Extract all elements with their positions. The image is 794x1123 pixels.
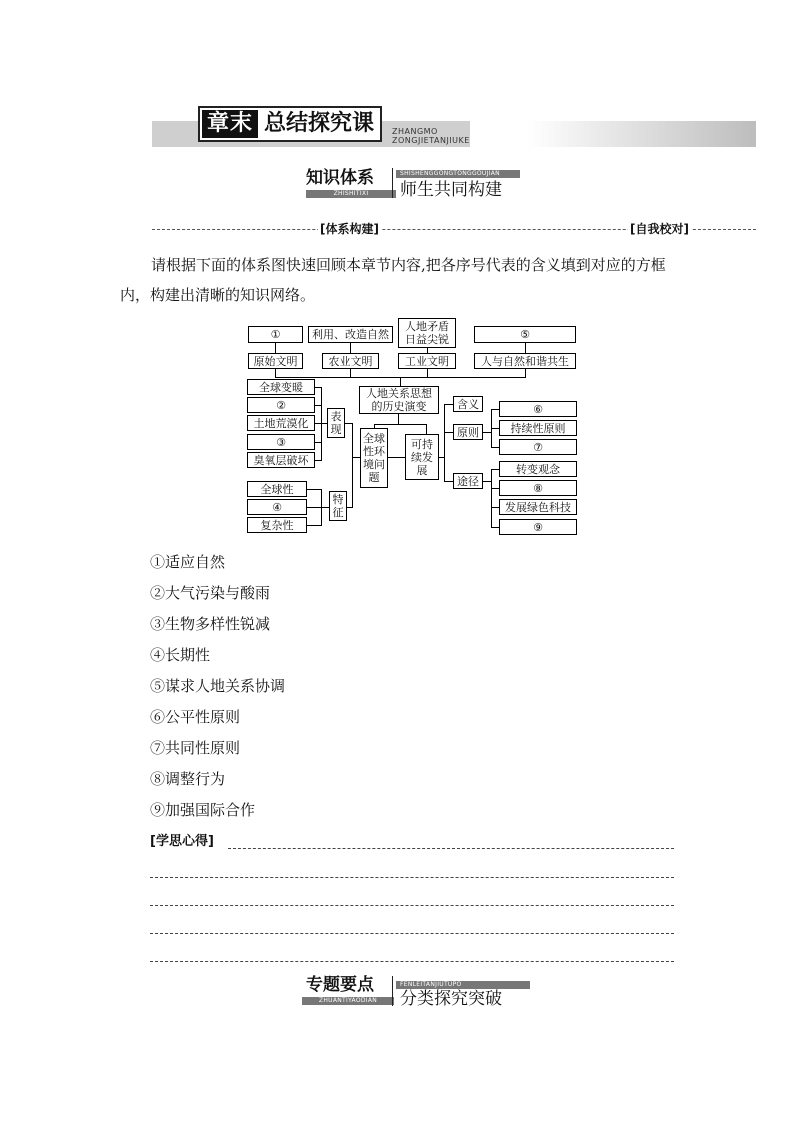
connector [350, 343, 351, 353]
connector [444, 404, 453, 405]
section2-pinyin-bottom: ZHUANTIYAODIAN [302, 997, 394, 1005]
global-env-issue-box: 全球性环境问题 [360, 428, 388, 488]
connector [491, 488, 499, 489]
feature-global: 全球性 [247, 481, 307, 497]
notes-line[interactable] [150, 933, 674, 934]
feature-complex: 复杂性 [247, 517, 307, 533]
label-tujing: 途径 [453, 473, 483, 489]
sustainable-box: 可持续发展 [405, 434, 439, 480]
notes-label: [学思心得] [150, 834, 214, 849]
top-box-5: ⑤ [474, 326, 576, 343]
top-box-3: 人地矛盾日益尖锐 [398, 318, 456, 348]
principle-7: ⑦ [499, 439, 577, 455]
connector [388, 457, 405, 458]
era-agricultural: 农业文明 [322, 353, 379, 369]
connector [307, 525, 321, 526]
principle-sustain: 持续性原则 [499, 420, 577, 436]
issue-3: ③ [247, 434, 315, 450]
connector [483, 432, 491, 433]
answer-5: ⑤谋求人地关系协调 [150, 677, 286, 695]
connector [398, 414, 399, 424]
connector [444, 432, 453, 433]
section1-subtitle: 师生共同构建 [400, 180, 502, 200]
answer-3: ③生物多样性锐减 [150, 615, 271, 633]
banner-pinyin: ZHANGMO ZONGJIETANJIUKE [392, 127, 470, 145]
approach-green-tech: 发展绿色科技 [499, 499, 577, 515]
issue-2: ② [247, 397, 315, 413]
connector [491, 428, 499, 429]
connector [491, 469, 499, 470]
issue-warming: 全球变暖 [247, 379, 315, 395]
label-tezheng: 特征 [329, 491, 347, 521]
connector [275, 343, 276, 353]
section2-pinyin-top: FENLEITANJIUTUPO [396, 981, 530, 989]
connector [307, 507, 321, 508]
approach-8: ⑧ [499, 480, 577, 496]
connector [307, 489, 321, 490]
section1-pinyin-bottom: ZHISHITIXI [306, 190, 396, 198]
issue-ozone: 臭氧层破坏 [247, 452, 315, 468]
connector [427, 369, 428, 377]
connector [345, 423, 352, 424]
notes-line[interactable] [150, 961, 674, 962]
connector [491, 469, 492, 528]
connector [352, 457, 360, 458]
connector [426, 424, 427, 434]
approach-9: ⑨ [499, 519, 577, 535]
connector [444, 481, 453, 482]
section2-subtitle: 分类探究突破 [400, 989, 502, 1009]
section2-divider [392, 976, 393, 1006]
connector [491, 527, 499, 528]
connector [525, 369, 526, 377]
issue-desert: 土地荒漠化 [247, 415, 315, 431]
feature-4: ④ [247, 499, 307, 515]
connector [525, 343, 526, 353]
top-box-1: ① [248, 326, 303, 343]
summary-lesson-title: 总结探究课 [263, 111, 374, 136]
answer-6: ⑥公平性原则 [150, 708, 241, 726]
connector [374, 424, 426, 425]
knowledge-diagram [0, 0, 794, 560]
ribbon-left-tag: [体系构建] [320, 222, 379, 236]
ribbon-right-tag: [自我校对] [630, 222, 689, 236]
chapter-end-label: 章末 [202, 110, 258, 138]
answer-2: ②大气污染与酸雨 [150, 584, 271, 602]
section1-pinyin-right: SHISHENGGONGTONGGOUJIAN [396, 170, 520, 178]
intro-paragraph: 请根据下面的体系图快速回顾本章节内容,把各序号代表的含义填到对应的方框内，构建出清晰的知识网络。 [120, 256, 666, 304]
connector [321, 507, 329, 508]
approach-mindset: 转变观念 [499, 461, 577, 477]
connector [275, 369, 276, 377]
answer-9: ⑨加强国际合作 [150, 801, 256, 819]
connector [350, 369, 351, 377]
principle-6: ⑥ [499, 401, 577, 417]
top-box-2: 利用、改造自然 [308, 326, 393, 343]
label-yuanze: 原则 [453, 424, 483, 440]
connector [352, 423, 353, 508]
connector [491, 447, 499, 448]
answer-8: ⑧调整行为 [150, 770, 226, 788]
connector [400, 377, 401, 386]
notes-line[interactable] [150, 877, 674, 878]
connector [483, 481, 491, 482]
label-biaoxian: 表现 [327, 408, 345, 438]
connector [491, 409, 499, 410]
connector [491, 507, 499, 508]
section2-title: 专题要点 [306, 975, 374, 995]
answer-1: ①适应自然 [150, 553, 226, 571]
connector [321, 387, 322, 461]
answer-4: ④长期性 [150, 646, 211, 664]
notes-line[interactable] [228, 848, 674, 849]
era-harmony: 人与自然和谐共生 [474, 353, 576, 369]
era-industrial: 工业文明 [398, 353, 456, 369]
era-primitive: 原始文明 [248, 353, 303, 369]
notes-line[interactable] [150, 905, 674, 906]
connector [444, 404, 445, 482]
section1-title: 知识体系 [306, 168, 374, 188]
answer-7: ⑦共同性原则 [150, 739, 241, 757]
center-title-box: 人地关系思想的历史演变 [359, 386, 439, 414]
label-hanyi: 含义 [453, 396, 483, 412]
